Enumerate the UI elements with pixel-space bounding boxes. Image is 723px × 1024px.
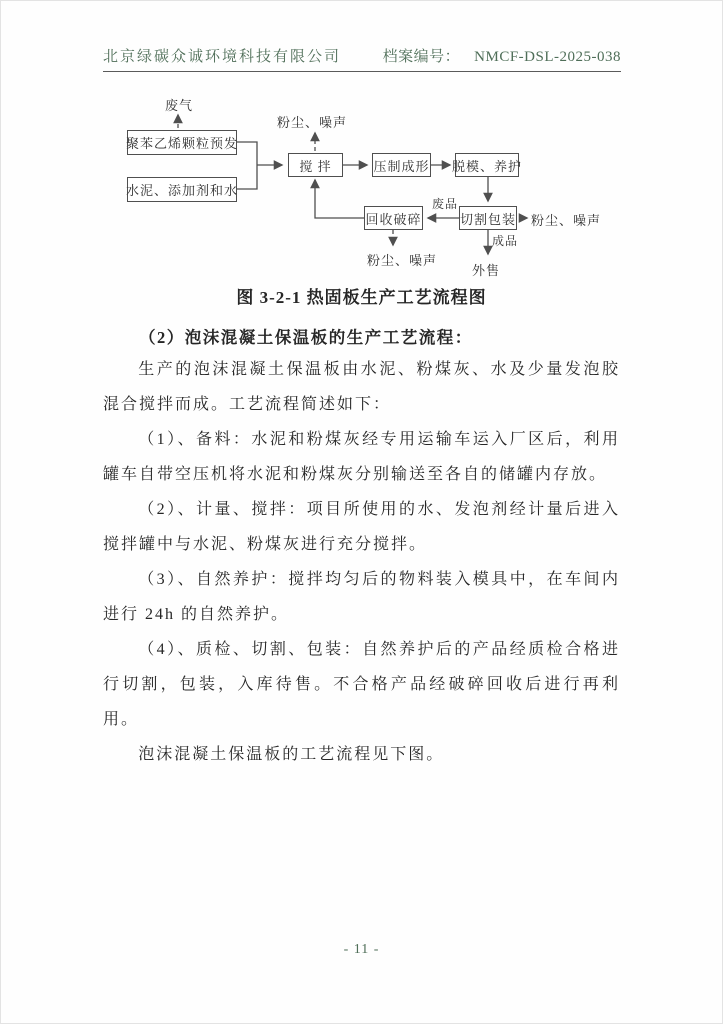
box-mixing: 搅 拌 — [288, 153, 343, 177]
box-cutting-packaging: 切割包装 — [459, 206, 517, 230]
box-demold-curing: 脱模、养护 — [455, 153, 519, 177]
archive-label: 档案编号： — [382, 49, 461, 65]
paragraph-step-1: （1）、备料：水泥和粉煤灰经专用运输车运入厂区后，利用罐车自带空压机将水泥和粉煤灰分别输送至各自的储罐内存放。 — [103, 431, 620, 483]
label-waste-gas: 废气 — [165, 98, 194, 113]
figure-caption: 图 3-2-1 热固板生产工艺流程图 — [236, 288, 487, 307]
archive-number: NMCF-DSL-2025-038 — [474, 49, 621, 65]
paragraph-step-3: （3）、自然养护：搅拌均匀后的物料装入模具中，在车间内进行 24h 的自然养护。 — [103, 571, 620, 623]
company-name: 北京绿碳众诚环境科技有限公司 — [103, 49, 342, 65]
label-scrap: 废品 — [432, 197, 459, 211]
process-flowchart — [103, 90, 623, 282]
body-text — [103, 352, 620, 772]
label-external-sale: 外售 — [472, 263, 501, 278]
paragraph-closing: 泡沫混凝土保温板的工艺流程见下图。 — [138, 746, 445, 763]
label-dust-noise-right: 粉尘、噪声 — [531, 213, 602, 228]
archive-number-field — [383, 45, 621, 66]
box-press-forming: 压制成形 — [372, 153, 431, 177]
page-header — [103, 44, 621, 72]
box-recycle-crushing: 回收破碎 — [364, 206, 423, 230]
label-dust-noise-top: 粉尘、噪声 — [277, 115, 348, 130]
section-heading: （2）泡沫混凝土保温板的生产工艺流程： — [139, 328, 473, 347]
paragraph-intro: 生产的泡沫混凝土保温板由水泥、粉煤灰、水及少量发泡胶混合搅拌而成。工艺流程简述如下： — [103, 361, 620, 413]
paragraph-step-2: （2）、计量、搅拌：项目所使用的水、发泡剂经计量后进入搅拌罐中与水泥、粉煤灰进行充分搅拌。 — [103, 501, 620, 553]
label-dust-noise-bottom: 粉尘、噪声 — [367, 253, 438, 268]
page-number: - 11 - — [343, 942, 380, 957]
paragraph-step-4: （4）、质检、切割、包装：自然养护后的产品经质检合格进行切割，包装，入库待售。不合格产品经破碎回收后进行再利用。 — [103, 641, 620, 728]
box-polystyrene-pre-expansion: 聚苯乙烯颗粒预发 — [127, 130, 237, 155]
box-cement-additives-water: 水泥、添加剂和水 — [127, 177, 237, 202]
label-finished-product: 成品 — [492, 234, 519, 248]
